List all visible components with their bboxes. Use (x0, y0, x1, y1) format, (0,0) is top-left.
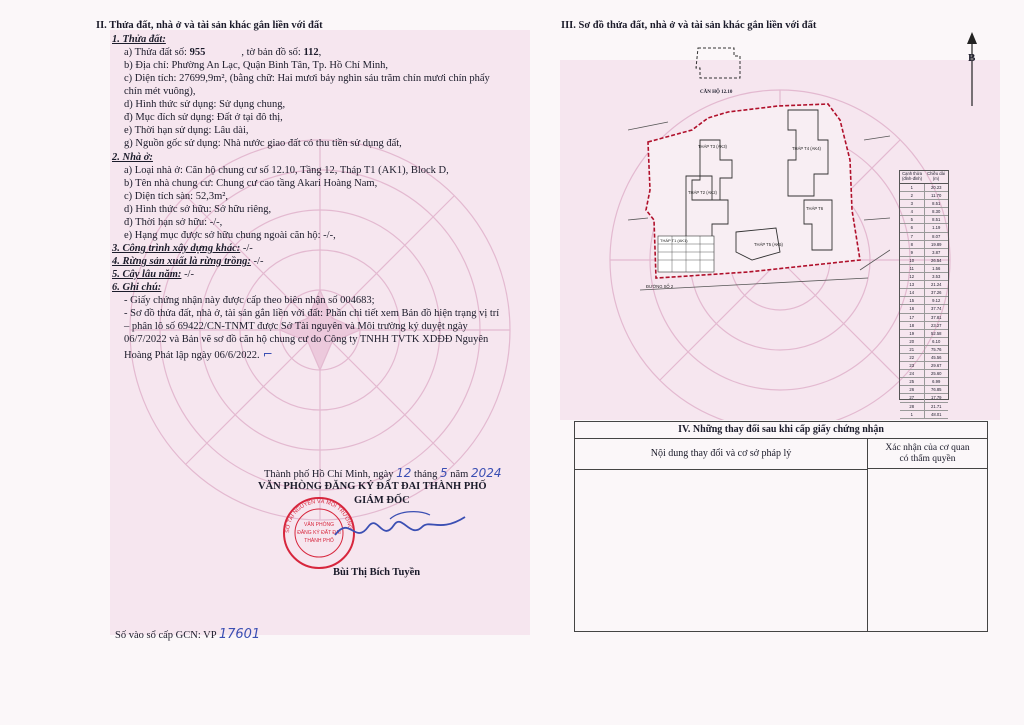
changes-content-header: Nội dung thay đổi và cơ sở pháp lý (575, 439, 867, 470)
coords-row (900, 305, 948, 313)
signature-scrawl (330, 505, 470, 550)
registry-number: Số vào sổ cấp GCN: VP 17601 (115, 627, 261, 642)
construction-line: 3. Công trình xây dựng khác: -/- (112, 243, 253, 254)
issuing-office: VĂN PHÒNG ĐĂNG KÝ ĐẤT ĐAI THÀNH PHỐ (258, 481, 487, 492)
coords-length: 29.67 (931, 363, 942, 369)
coords-row (900, 346, 948, 354)
coords-length: 8.30 (932, 209, 941, 215)
coords-length: 3.53 (932, 274, 941, 280)
land-area: c) Diện tích: 27699,9m², (bằng chữ: Hai mươi bảy nghìn sáu trăm chín mươi chín phẩy (124, 73, 490, 84)
note-receipt: - Giấy chứng nhận này được cấp theo biên nhận số 004683; (124, 295, 375, 306)
coords-vertex: 1 (900, 411, 925, 418)
apartment-floor-plan (690, 42, 746, 90)
coords-length: 1.56 (932, 265, 941, 271)
section-ii-title: II. Thửa đất, nhà ở và tài sản khác gắn liền với đất (96, 20, 323, 31)
coords-row (900, 314, 948, 322)
section-iii-title: III. Sơ đồ thửa đất, nhà ở và tài sản khác gắn liền với đất (561, 20, 817, 31)
house-floor-area: c) Diện tích sàn: 52,3m², (124, 191, 229, 202)
changes-confirmation-header: Xác nhận của cơ quan có thẩm quyền (868, 439, 987, 469)
coords-row (900, 224, 948, 232)
north-arrow-icon (964, 30, 980, 110)
coords-vertex: 6 (900, 224, 925, 231)
coords-vertex: 23 (900, 362, 925, 369)
north-label: B (968, 52, 976, 64)
coords-vertex: 27 (900, 394, 925, 401)
coords-row (900, 216, 948, 224)
coords-row (900, 184, 948, 192)
coords-length: 37.74 (931, 306, 942, 312)
coords-row (900, 289, 948, 297)
coords-length: 37.26 (931, 290, 942, 296)
coords-row (900, 265, 948, 273)
coords-vertex: 4 (900, 208, 925, 215)
coords-row (900, 403, 948, 411)
coords-length: 6.99 (932, 379, 941, 385)
coords-length: 45.56 (931, 354, 942, 360)
svg-text:THÁP T4 (AK4): THÁP T4 (AK4) (792, 146, 821, 151)
coords-length: 25.60 (931, 371, 942, 377)
coords-vertex: 28 (900, 403, 925, 410)
coords-length: 26.54 (931, 257, 942, 263)
coords-length: 11.70 (931, 193, 942, 199)
coords-vertex: 12 (900, 273, 925, 280)
coords-vertex: 19 (900, 330, 925, 337)
forest-line: 4. Rừng sản xuất là rừng trồng: -/- (112, 256, 264, 267)
coords-vertex: 25 (900, 378, 925, 385)
coords-length: 21.24 (931, 282, 942, 288)
coords-vertex: 17 (900, 314, 925, 321)
coords-row (900, 281, 948, 289)
coords-length: 75.76 (931, 346, 942, 352)
coords-row (900, 411, 948, 419)
svg-text:THÀNH PHỐ: THÀNH PHỐ (304, 538, 334, 544)
coords-row (900, 322, 948, 330)
apartment-label: CĂN HỘ 12.10 (700, 90, 733, 95)
coords-vertex: 11 (900, 265, 925, 272)
coords-vertex: 3 (900, 200, 925, 207)
coords-vertex: 22 (900, 354, 925, 361)
land-use-form: d) Hình thức sử dụng: Sử dụng chung, (124, 99, 286, 110)
coords-vertex: 5 (900, 216, 925, 223)
coords-row (900, 378, 948, 386)
coords-row (900, 330, 948, 338)
notes-heading: 6. Ghi chú: (112, 282, 162, 293)
coords-row (900, 338, 948, 346)
coords-row (900, 192, 948, 200)
coords-length: 3.87 (932, 249, 941, 255)
coords-vertex: 14 (900, 289, 925, 296)
svg-text:THÁP T2 (AK2): THÁP T2 (AK2) (688, 190, 717, 195)
house-type: a) Loại nhà ở: Căn hộ chung cư số 12.10, Tầng 12, Tháp T1 (AK1), Block D, (124, 165, 449, 176)
svg-text:THÁP T1 (AK1): THÁP T1 (AK1) (660, 238, 688, 243)
coords-length: 52.58 (931, 330, 942, 336)
house-ownership-form: d) Hình thức sở hữu: Sở hữu riêng, (124, 204, 272, 215)
coords-row (900, 257, 948, 265)
coords-header-length: Chiều dài (m) (927, 171, 945, 181)
coords-row (900, 241, 948, 249)
coords-row (900, 200, 948, 208)
coords-vertex: 18 (900, 322, 925, 329)
land-use-term: e) Thời hạn sử dụng: Lâu dài, (124, 125, 249, 136)
land-parcel-line: a) Thửa đất số: 955 , tờ bản đồ số: 112, (124, 47, 322, 58)
coords-length: 17.79 (931, 395, 942, 401)
svg-text:THÁP T6: THÁP T6 (806, 206, 824, 211)
coords-length: 48.01 (931, 411, 942, 417)
site-plan-diagram (628, 100, 890, 300)
coords-vertex: 8 (900, 241, 925, 248)
issue-date: Thành phố Hồ Chí Minh, ngày 12 tháng 5 năm 2024 (264, 466, 502, 480)
note-diagram-2: – phân lô số 69422/CN-TNMT được Sở Tài nguyên và Môi trường ký duyệt ngày (124, 321, 468, 332)
note-diagram-3: 06/7/2022 và Bản vẽ sơ đồ căn hộ chung cư do Công ty TNHH TVTK XDĐĐ Nguyên (124, 334, 489, 345)
coords-vertex: 7 (900, 233, 925, 240)
coords-vertex: 24 (900, 370, 925, 377)
coords-vertex: 15 (900, 297, 925, 304)
section-iv-title: IV. Những thay đổi sau khi cấp giấy chứng nhận (575, 422, 987, 439)
coords-vertex: 9 (900, 249, 925, 256)
coords-length: 8.51 (932, 201, 941, 207)
coords-row (900, 354, 948, 362)
svg-text:ĐĂNG KÝ ĐẤT ĐAI: ĐĂNG KÝ ĐẤT ĐAI (297, 530, 341, 536)
signer-role: GIÁM ĐỐC (354, 495, 410, 506)
coords-row (900, 370, 948, 378)
coords-vertex: 21 (900, 346, 925, 353)
note-diagram-4: Hoàng Phát lập ngày 06/6/2022. ⌐ (124, 347, 273, 361)
note-diagram-1: - Sơ đồ thửa đất, nhà ở, tài sản gắn liền với đất: Phần chi tiết xem Bản đồ hiện trạng vị trí (124, 308, 500, 319)
land-use-purpose: đ) Mục đích sử dụng: Đất ở tại đô thị, (124, 112, 283, 123)
coords-row (900, 362, 948, 370)
coords-row (900, 273, 948, 281)
coords-vertex: 16 (900, 305, 925, 312)
coords-header-vertex: Cạnh thửa (đỉnh-đỉnh) (901, 171, 923, 181)
coords-length: 20.23 (931, 185, 942, 190)
perennial-line: 5. Cây lâu năm: -/- (112, 269, 194, 280)
house-heading: 2. Nhà ở: (112, 152, 153, 163)
coords-vertex: 13 (900, 281, 925, 288)
coords-vertex: 26 (900, 386, 925, 393)
coords-vertex: 20 (900, 338, 925, 345)
svg-text:VĂN PHÒNG: VĂN PHÒNG (303, 522, 335, 528)
coords-vertex: 2 (900, 192, 925, 199)
land-use-origin: g) Nguồn gốc sử dụng: Nhà nước giao đất có thu tiền sử dụng đất, (124, 138, 402, 149)
boundary-lengths-table (899, 170, 949, 417)
coords-length: 6.10 (932, 338, 941, 344)
coords-length: 8.51 (932, 217, 941, 223)
changes-table (574, 421, 988, 632)
coords-length: 19.89 (931, 241, 942, 247)
coords-length: 76.85 (931, 387, 942, 393)
coords-vertex: 10 (900, 257, 925, 264)
coords-length: 21.71 (931, 403, 942, 409)
house-building-name: b) Tên nhà chung cư: Chung cư cao tầng Akari Hoàng Nam, (124, 178, 378, 189)
house-shared-items: e) Hạng mục được sở hữu chung ngoài căn hộ: -/-, (124, 230, 336, 241)
svg-text:THÁP T3 (AK3): THÁP T3 (AK3) (698, 144, 727, 149)
coords-row (900, 249, 948, 257)
land-area-words: chín mét vuông), (124, 86, 196, 97)
svg-text:THÁP T5 (AK5): THÁP T5 (AK5) (754, 242, 783, 247)
land-heading: 1. Thửa đất: (112, 34, 166, 45)
coords-length: 23.27 (931, 322, 942, 328)
svg-text:ĐƯỜNG SỐ 2: ĐƯỜNG SỐ 2 (646, 284, 674, 289)
coords-vertex: 1 (900, 184, 925, 191)
coords-row (900, 394, 948, 402)
coords-row (900, 208, 948, 216)
changes-confirmation-column (868, 439, 987, 631)
coords-length: 1.19 (932, 225, 941, 231)
svg-text:SỞ TÀI NGUYÊN VÀ MÔI TRƯỜNG: SỞ TÀI NGUYÊN VÀ MÔI TRƯỜNG (284, 498, 353, 534)
coords-length: 8.07 (932, 233, 941, 239)
changes-content-column (575, 439, 868, 631)
coords-row (900, 297, 948, 305)
coords-length: 9.12 (932, 298, 941, 304)
house-ownership-term: đ) Thời hạn sở hữu: -/-, (124, 217, 223, 228)
coords-row (900, 386, 948, 394)
signer-name: Bùi Thị Bích Tuyền (333, 567, 421, 578)
land-address: b) Địa chỉ: Phường An Lạc, Quận Bình Tân, Tp. Hồ Chí Minh, (124, 60, 389, 71)
coords-row (900, 233, 948, 241)
coords-length: 37.81 (931, 314, 942, 320)
